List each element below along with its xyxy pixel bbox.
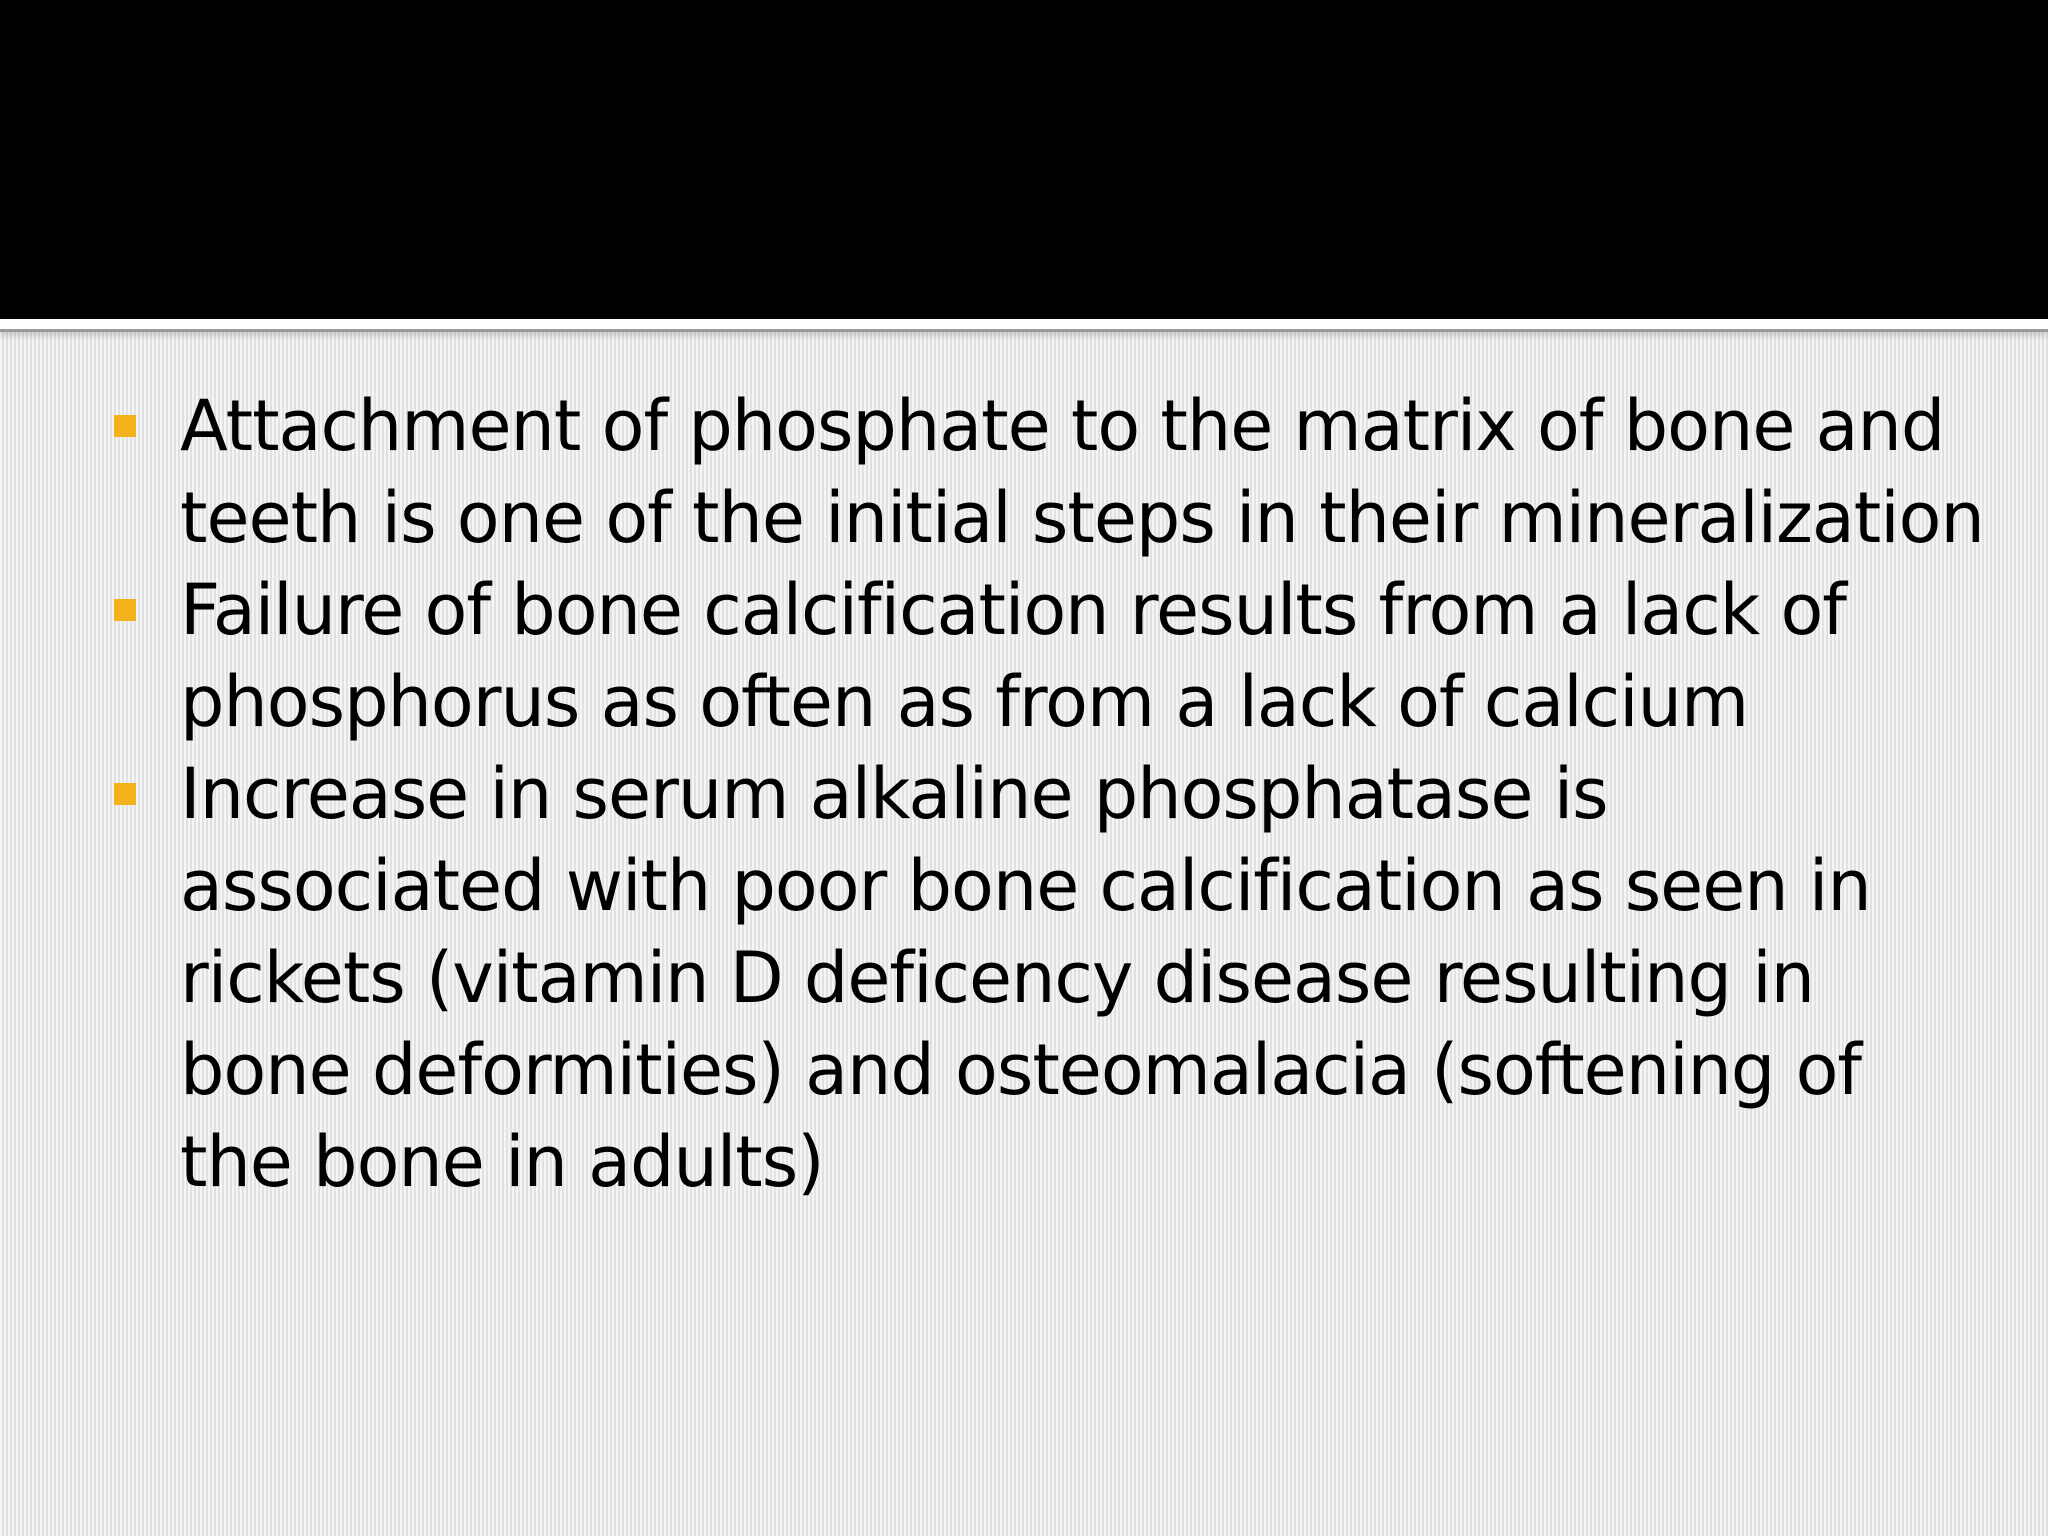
bullet-text: Failure of bone calcification results from a lack of phosphorus as often as from a lack of calcium [180,569,1846,743]
bullet-item [108,564,1988,748]
square-bullet-icon [114,599,136,621]
bullet-text: Increase in serum alkaline phosphatase is associated with poor bone calcification as seen in rickets (vitamin D deficency disease resulting in bone deformities) and osteomalacia (softening of the bone in adults) [180,753,1871,1203]
title-band-divider [0,319,2048,332]
square-bullet-icon [114,783,136,805]
bullet-item [108,380,1988,564]
bullet-text: Attachment of phosphate to the matrix of bone and teeth is one of the initial steps in their mineralization [180,385,1984,559]
title-band [0,0,2048,319]
bullet-list [108,380,1988,1208]
square-bullet-icon [114,415,136,437]
bullet-item [108,748,1988,1208]
